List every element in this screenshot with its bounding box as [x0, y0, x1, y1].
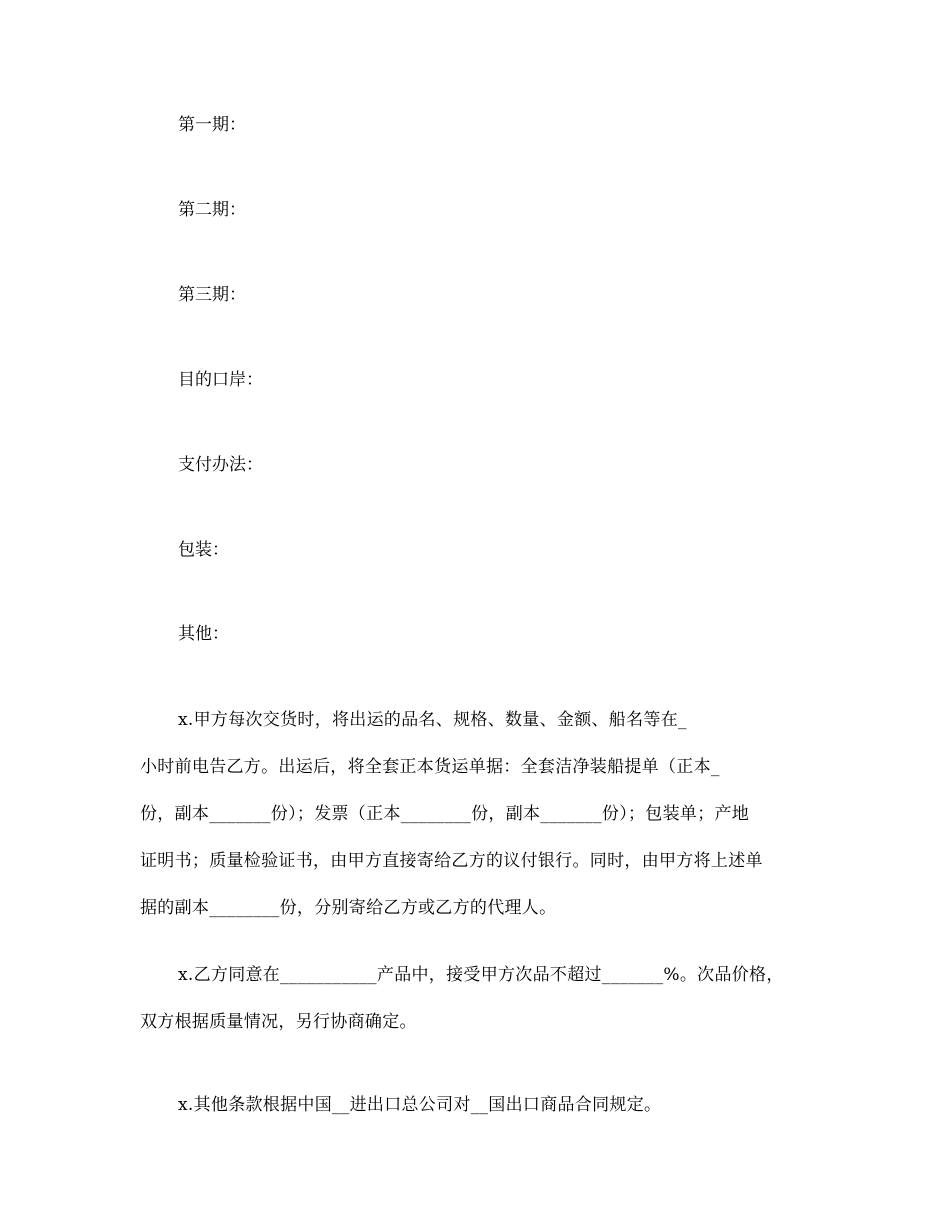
field-phase-2: 第二期：	[178, 200, 246, 220]
clause-defective-goods	[140, 963, 830, 1057]
clause-delivery-notice	[140, 708, 830, 943]
field-packaging: 包装：	[178, 540, 229, 560]
clause-line: x.乙方同意在___________产品中，接受甲方次品不超过_______%。次品价格，	[178, 965, 784, 985]
clause-line: 份，副本_______份）；发票（正本________份，副本_______份）；包装单；产地	[140, 804, 750, 824]
clause-line: x.甲方每次交货时，将出运的品名、规格、数量、金额、船名等在_	[178, 710, 687, 730]
field-other: 其他：	[178, 624, 229, 644]
clause-line: x.其他条款根据中国__进出口总公司对__国出口商品合同规定。	[178, 1095, 662, 1115]
clause-other-terms	[140, 1093, 830, 1140]
clause-line: 小时前电告乙方。出运后，将全套正本货运单据：全套洁净装船提单（正本_	[140, 757, 720, 777]
clause-line: 据的副本________份，分别寄给乙方或乙方的代理人。	[140, 898, 557, 918]
field-payment-method: 支付办法：	[178, 455, 263, 475]
field-phase-1: 第一期：	[178, 115, 246, 135]
field-destination-port: 目的口岸：	[178, 370, 263, 390]
clause-line: 证明书；质量检验证书，由甲方直接寄给乙方的议付银行。同时，由甲方将上述单	[140, 851, 763, 871]
clause-line: 双方根据质量情况，另行协商确定。	[140, 1012, 417, 1032]
field-phase-3: 第三期：	[178, 285, 246, 305]
